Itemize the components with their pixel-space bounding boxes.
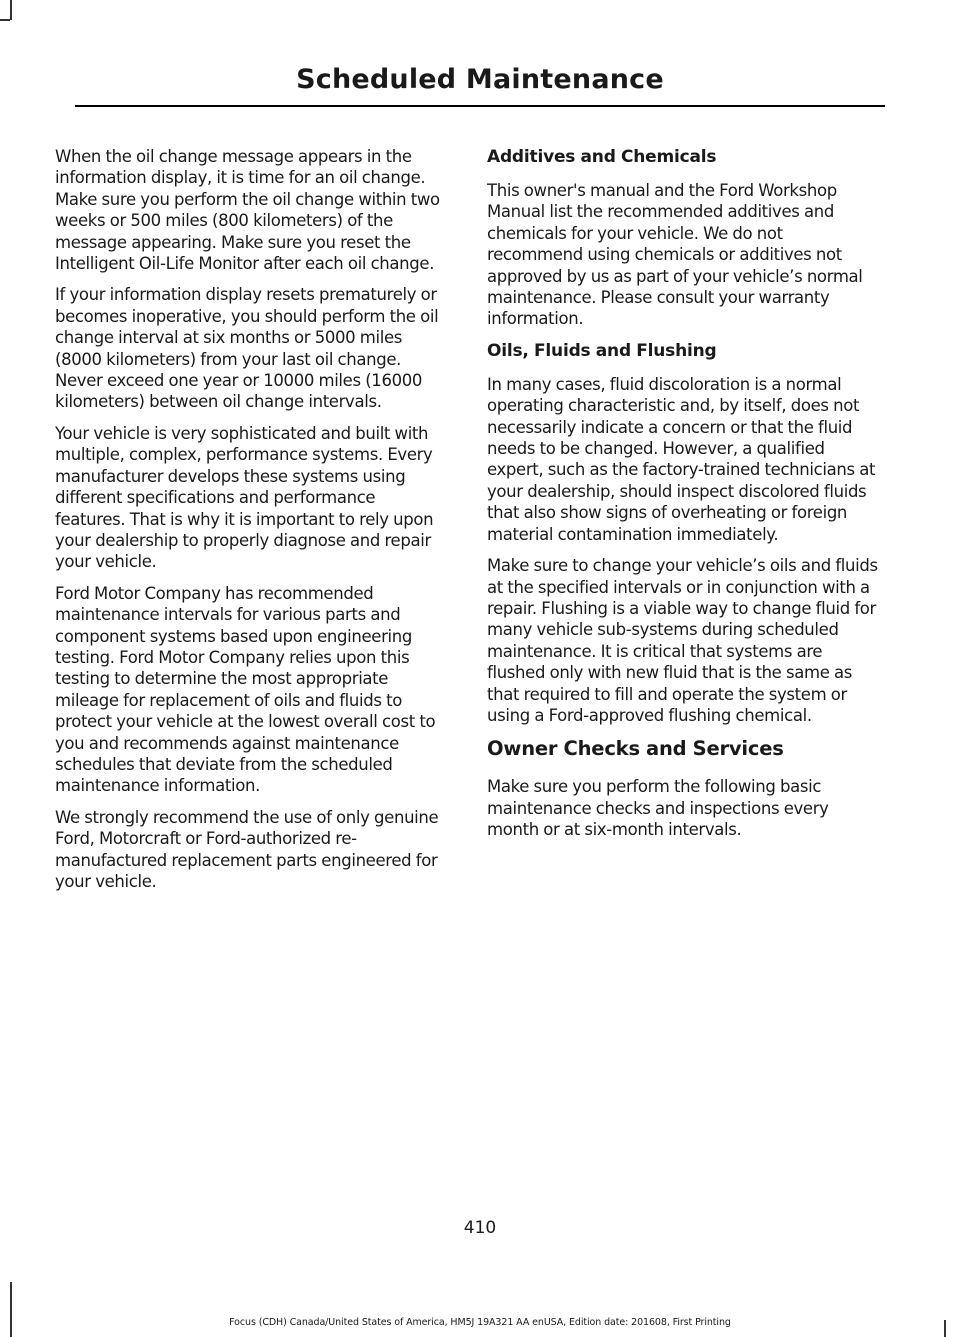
oil-change-message-paragraph: When the oil change message appears in the information display, it is time for an oil change. Make sure you perform the oil change within two weeks or 500 miles (800 kilometers) of the message appearing. Make sure you reset the Intelligent Oil-Life Monitor after each oil change. <box>55 147 440 274</box>
page-number: 410 <box>463 1218 497 1238</box>
additives-heading: Additives and Chemicals <box>487 147 717 167</box>
page-title: Scheduled Maintenance <box>296 64 664 95</box>
fluid-change-paragraph: Make sure to change your vehicle’s oils and fluids at the specified intervals or in conjunction with a repair. Flushing is a viable way to change fluid for many vehicle sub-systems during scheduled maintenance. It is critical that systems are flushed only with new fluid that is the same as that required to fill and operate the system or using a Ford-approved flushing chemical. <box>487 556 878 725</box>
right-column <box>487 146 881 851</box>
crop-mark-bottom-left-vertical <box>10 1282 12 1337</box>
header-divider <box>75 105 885 107</box>
crop-mark-top-left-horizontal <box>0 19 10 21</box>
left-column <box>55 146 449 902</box>
owner-checks-paragraph: Make sure you perform the following basic maintenance checks and inspections every month or at six-month intervals. <box>487 777 829 840</box>
additives-paragraph: This owner's manual and the Ford Workshop Manual list the recommended additives and chemicals for your vehicle. We do not recommend using chemicals or additives not approved by us as part of your vehicle’s normal maintenance. Please consult your warranty information. <box>487 181 863 329</box>
maintenance-intervals-paragraph: Ford Motor Company has recommended maintenance intervals for various parts and component systems based upon engineering testing. Ford Motor Company relies upon this testing to determine the most appropriate mileage for replacement of oils and fluids to protect your vehicle at the lowest overall cost to you and recommends against maintenance schedules that deviate from the scheduled maintenance information. <box>55 583 436 796</box>
edition-footer: Focus (CDH) Canada/United States of America, HM5J 19A321 AA enUSA, Edition date: 201608, First Printing <box>229 1317 731 1328</box>
genuine-parts-paragraph: We strongly recommend the use of only genuine Ford, Motorcraft or Ford-authorized re-manufactured replacement parts engineered for your vehicle. <box>55 807 439 891</box>
fluid-discoloration-paragraph: In many cases, fluid discoloration is a normal operating characteristic and, by itself, does not necessarily indicate a concern or that the fluid needs to be changed. However, a qualified expert, such as the factory-trained technicians at your dealership, should inspect discolored fluids that also show signs of overheating or foreign material contamination immediately. <box>487 374 876 544</box>
crop-mark-top-left-vertical <box>10 0 12 20</box>
oils-fluids-heading: Oils, Fluids and Flushing <box>487 340 717 361</box>
page-header <box>75 60 885 100</box>
owner-checks-heading: Owner Checks and Services <box>487 737 784 761</box>
vehicle-systems-paragraph: Your vehicle is very sophisticated and built with multiple, complex, performance systems. Every manufacturer develops these systems using different specifications and performance features. That is why it is important to rely upon your dealership to properly diagnose and repair your vehicle. <box>55 423 434 572</box>
display-reset-paragraph: If your information display resets prematurely or becomes inoperative, you should perform the oil change interval at six months or 5000 miles (8000 kilometers) from your last oil change. Never exceed one year or 10000 miles (16000 kilometers) between oil change intervals. <box>55 285 439 412</box>
